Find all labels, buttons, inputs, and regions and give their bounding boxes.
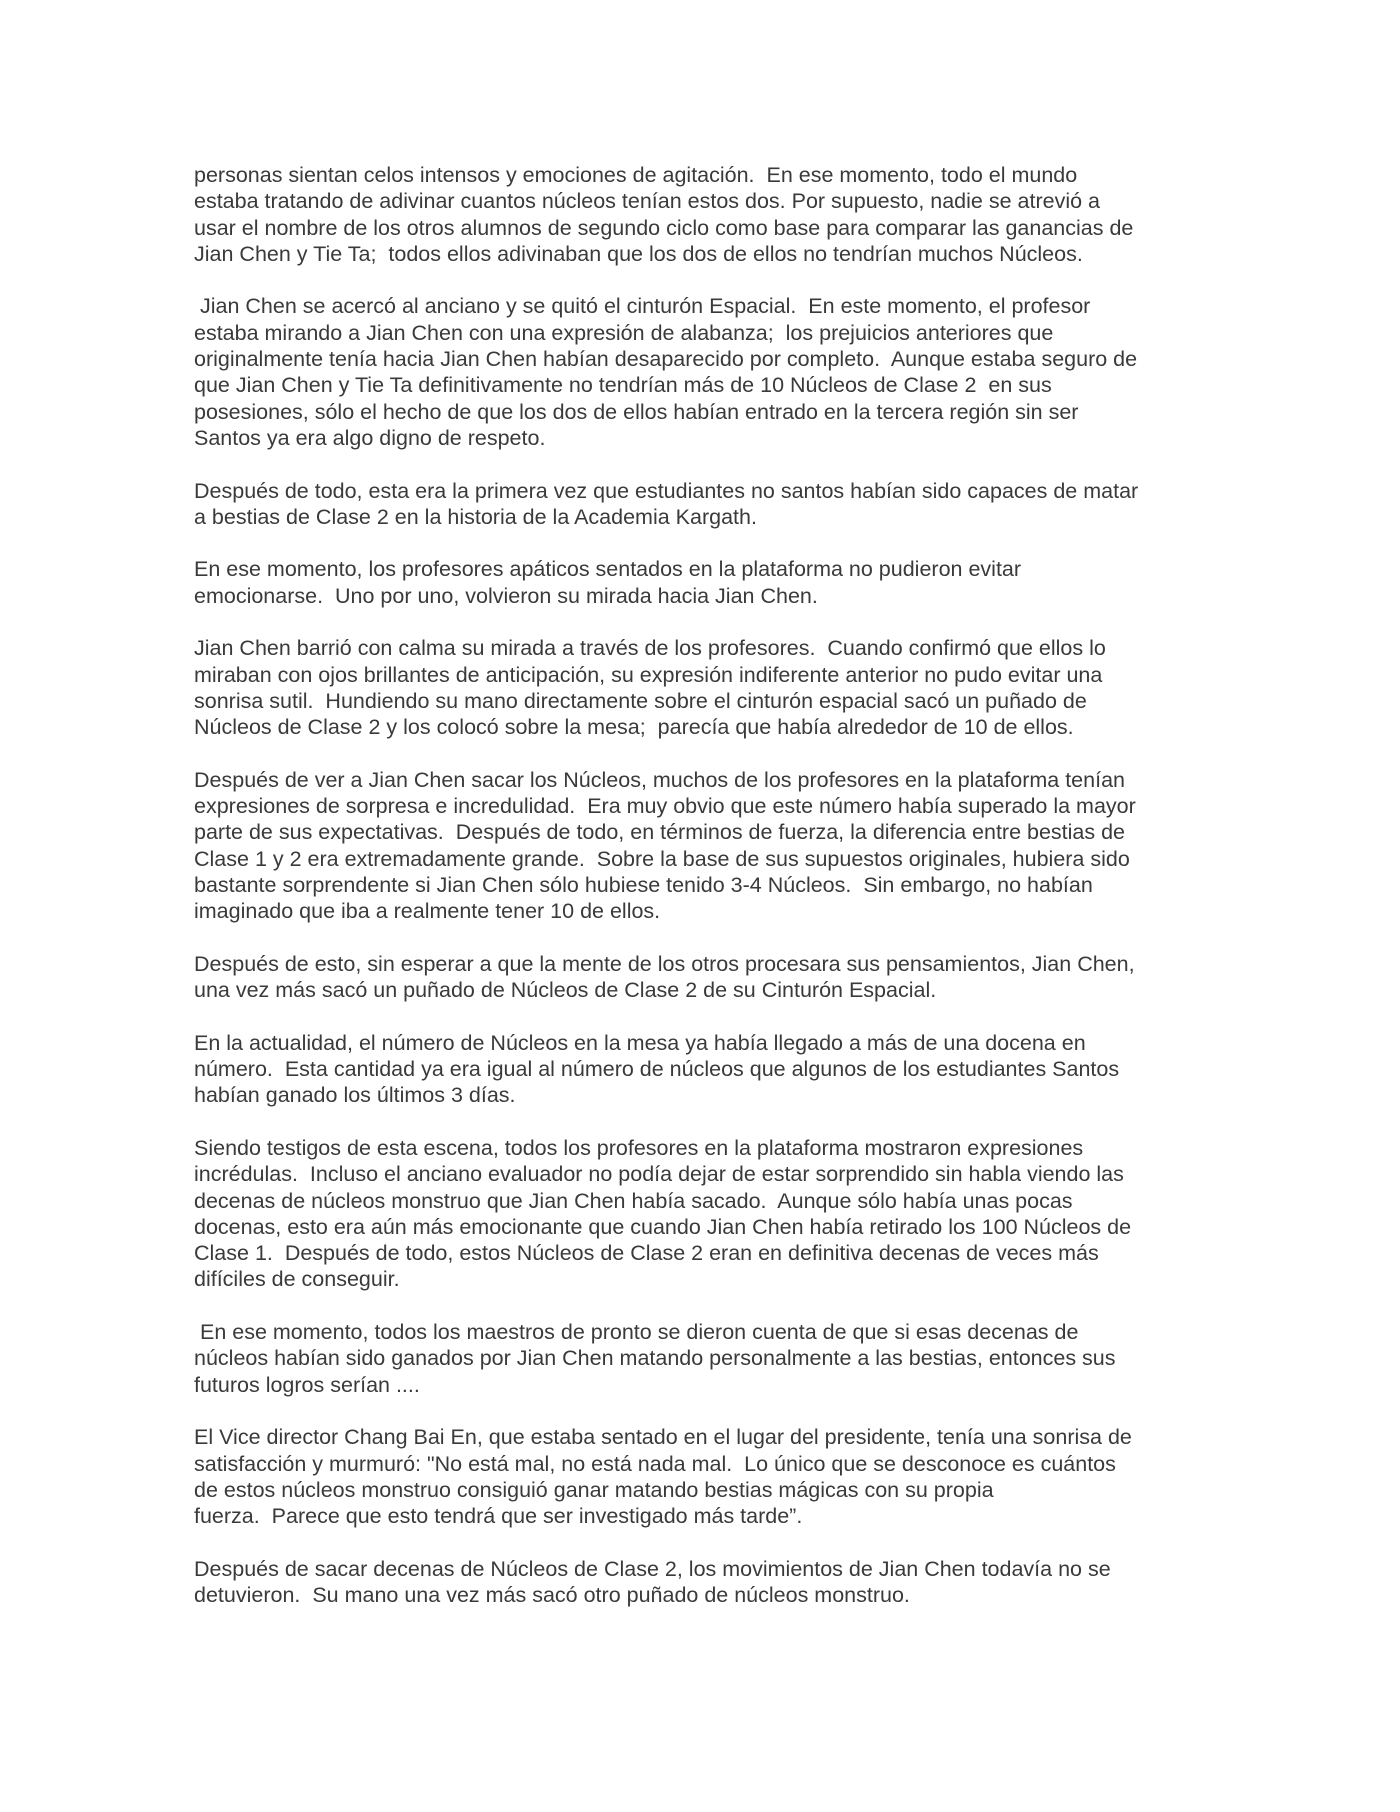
text-line: satisfacción y murmuró: "No está mal, no está nada mal. Lo único que se desconoce es cuántos: [194, 1451, 1116, 1476]
text-line: En la actualidad, el número de Núcleos en la mesa ya había llegado a más de una docena en: [194, 1030, 1086, 1055]
text-line: Jian Chen barrió con calma su mirada a través de los profesores. Cuando confirmó que ellos lo: [194, 636, 1106, 661]
text-line: estaba tratando de adivinar cuantos núcleos tenían estos dos. Por supuesto, nadie se atrevió a: [194, 189, 1100, 214]
paragraph: [194, 1319, 1224, 1398]
text-line: fuerza. Parece que esto tendrá que ser investigado más tarde”.: [194, 1504, 803, 1529]
paragraph: [194, 1135, 1224, 1293]
text-line: Santos ya era algo digno de respeto.: [194, 425, 546, 450]
text-line: miraban con ojos brillantes de anticipación, su expresión indiferente anterior no pudo evitar una: [194, 662, 1103, 687]
text-line: una vez más sacó un puñado de Núcleos de Clase 2 de su Cinturón Espacial.: [194, 978, 937, 1003]
text-line: número. Esta cantidad ya era igual al número de núcleos que algunos de los estudiantes Santos: [194, 1057, 1120, 1082]
text-line: Jian Chen y Tie Ta; todos ellos adivinaban que los dos de ellos no tendrían muchos Núcleos.: [194, 241, 1083, 266]
text-line: bastante sorprendente si Jian Chen sólo hubiese tenido 3-4 Núcleos. Sin embargo, no habían: [194, 873, 1093, 898]
text-line: Clase 1. Después de todo, estos Núcleos de Clase 2 eran en definitiva decenas de veces más: [194, 1241, 1099, 1266]
text-line: a bestias de Clase 2 en la historia de la Academia Kargath.: [194, 504, 757, 529]
text-line: originalmente tenía hacia Jian Chen habían desaparecido por completo. Aunque estaba seguro de: [194, 347, 1138, 372]
text-line: Clase 1 y 2 era extremadamente grande. Sobre la base de sus supuestos originales, hubiera sido: [194, 846, 1130, 871]
text-line: posesiones, sólo el hecho de que los dos de ellos habían entrado en la tercera región sin ser: [194, 399, 1079, 424]
text-line: Siendo testigos de esta escena, todos los profesores en la plataforma mostraron expresiones: [194, 1135, 1084, 1160]
text-line: expresiones de sorpresa e incredulidad. Era muy obvio que este número había superado la mayor: [194, 794, 1136, 819]
text-line: usar el nombre de los otros alumnos de segundo ciclo como base para comparar las ganancias de: [194, 215, 1134, 240]
paragraph: [194, 293, 1224, 451]
text-line: estaba mirando a Jian Chen con una expresión de alabanza; los prejuicios anteriores que: [194, 320, 1054, 345]
paragraph: [194, 1030, 1224, 1109]
text-line: Después de sacar decenas de Núcleos de Clase 2, los movimientos de Jian Chen todavía no se: [194, 1556, 1111, 1581]
text-line: sonrisa sutil. Hundiendo su mano directamente sobre el cinturón espacial sacó un puñado de: [194, 688, 1087, 713]
text-line: Después de esto, sin esperar a que la mente de los otros procesara sus pensamientos, Jian Chen,: [194, 951, 1135, 976]
text-line: docenas, esto era aún más emocionante que cuando Jian Chen había retirado los 100 Núcleos de: [194, 1214, 1132, 1239]
text-line: futuros logros serían ....: [194, 1372, 420, 1397]
text-line: Núcleos de Clase 2 y los colocó sobre la mesa; parecía que había alrededor de 10 de ellos.: [194, 715, 1074, 740]
text-line: que Jian Chen y Tie Ta definitivamente no tendrían más de 10 Núcleos de Clase 2 en sus: [194, 373, 1052, 398]
text-line: Después de todo, esta era la primera vez que estudiantes no santos habían sido capaces de matar: [194, 478, 1139, 503]
paragraph: [194, 478, 1224, 531]
text-line: En ese momento, los profesores apáticos sentados en la plataforma no pudieron evitar: [194, 557, 1022, 582]
text-line: parte de sus expectativas. Después de todo, en términos de fuerza, la diferencia entre bestias de: [194, 820, 1126, 845]
text-line: de estos núcleos monstruo consiguió ganar matando bestias mágicas con su propia: [194, 1477, 994, 1502]
paragraph: [194, 1556, 1224, 1609]
text-line: emocionarse. Uno por uno, volvieron su mirada hacia Jian Chen.: [194, 583, 818, 608]
text-line: personas sientan celos intensos y emociones de agitación. En ese momento, todo el mundo: [194, 163, 1078, 187]
paragraph: [194, 556, 1224, 609]
text-line: detuvieron. Su mano una vez más sacó otro puñado de núcleos monstruo.: [194, 1583, 910, 1608]
text-line: Jian Chen se acercó al anciano y se quitó el cinturón Espacial. En este momento, el profesor: [194, 294, 1091, 319]
paragraph: [194, 162, 1224, 267]
text-line: núcleos habían sido ganados por Jian Chen matando personalmente a las bestias, entonces sus: [194, 1346, 1116, 1371]
text-line: imaginado que iba a realmente tener 10 de ellos.: [194, 899, 661, 924]
text-line: El Vice director Chang Bai En, que estaba sentado en el lugar del presidente, tenía una sonrisa de: [194, 1425, 1132, 1450]
text-line: Después de ver a Jian Chen sacar los Núcleos, muchos de los profesores en la plataforma tenían: [194, 767, 1125, 792]
text-line: decenas de núcleos monstruo que Jian Chen había sacado. Aunque sólo había unas pocas: [194, 1188, 1073, 1213]
text-line: En ese momento, todos los maestros de pronto se dieron cuenta de que si esas decenas de: [194, 1320, 1079, 1345]
paragraph: [194, 635, 1224, 740]
text-line: difíciles de conseguir.: [194, 1267, 400, 1292]
text-line: incrédulas. Incluso el anciano evaluador no podía dejar de estar sorprendido sin habla viendo las: [194, 1162, 1124, 1187]
paragraph: [194, 951, 1224, 1004]
text-line: habían ganado los últimos 3 días.: [194, 1083, 516, 1108]
paragraph: [194, 1424, 1224, 1529]
paragraph: [194, 767, 1224, 925]
document-body: [194, 162, 1224, 1635]
